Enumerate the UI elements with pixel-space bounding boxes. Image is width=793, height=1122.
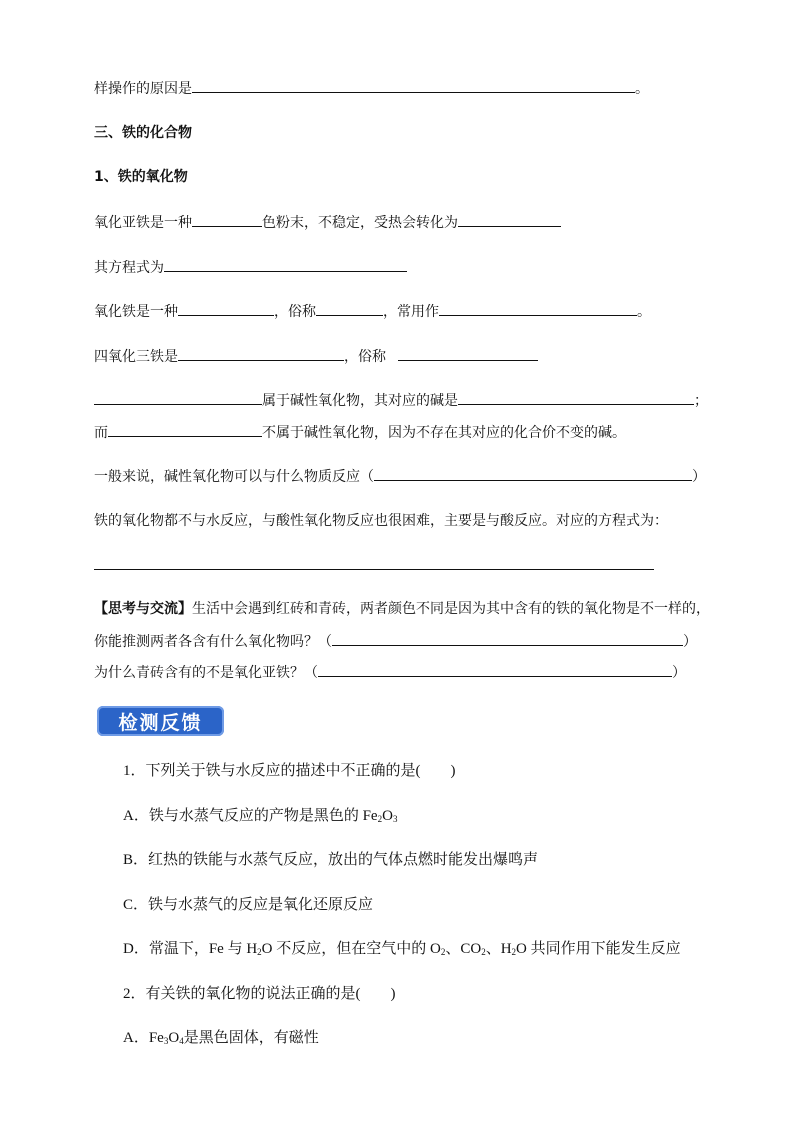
feo-text-a: 氧化亚铁是一种 [94,215,192,231]
fe2o3-text-b: ，俗称 [274,304,316,320]
basic-base-blank[interactable] [458,390,694,405]
basic-oxide-line [94,390,708,411]
think-line-3 [94,662,686,683]
fe3o4-desc-blank[interactable] [178,346,344,361]
think3-prefix: 为什么青砖含有的不是氧化亚铁？（ [94,665,318,681]
subsection-heading: 1、铁的氧化物 [94,169,188,185]
think2-prefix: 你能推测两者各含有什么氧化物吗？（ [94,634,332,650]
nonbasic-oxide-blank[interactable] [108,422,262,437]
general-prefix: 一般来说，碱性氧化物可以与什么物质反应（ [94,469,374,485]
nonbasic-oxide-line [94,422,626,443]
reason-blank[interactable] [192,78,635,93]
feo-equation-blank[interactable] [164,257,407,272]
fe2o3-line [94,301,651,322]
question-2: 2．有关铁的氧化物的说法正确的是( ) [123,986,396,1002]
fe2o3-name-blank[interactable] [316,301,383,316]
option-1b[interactable]: B．红热的铁能与水蒸气反应，放出的气体点燃时能发出爆鸣声 [123,852,539,868]
think3-suffix: ） [672,665,686,681]
acid-equation-blank[interactable] [94,569,654,570]
reason-prefix: 样操作的原因是 [94,81,192,97]
general-suffix: ） [692,469,706,485]
section-heading: 三、铁的化合物 [94,125,192,141]
feo-color-blank[interactable] [192,212,262,227]
fe3o4-text-a: 四氧化三铁是 [94,349,178,365]
option-2a[interactable]: A．$Fe_3O_4$是黑色固体，有磁性 [123,1030,319,1046]
option-1c[interactable]: C．铁与水蒸气的反应是氧化还原反应 [123,897,374,913]
question-1: 1．下列关于铁与水反应的描述中不正确的是( ) [123,763,456,779]
think2-suffix: ） [683,634,697,650]
think2-blank[interactable] [332,631,683,646]
basic-suffix: ； [694,393,708,409]
feo-line [94,212,561,233]
think-line-2 [94,631,697,652]
option-1d[interactable]: D．常温下，Fe 与 $H_2O$ 不反应，但在空气中的 $O_2$、$CO_2$、$H_2O$ 共同作用下能发生反应 [123,941,681,957]
fe2o3-text-a: 氧化铁是一种 [94,304,178,320]
feedback-badge: 检测反馈 [97,706,224,736]
feo-product-blank[interactable] [458,212,561,227]
option-1a[interactable]: A．铁与水蒸气反应的产物是黑色的 $Fe_2O_3$ [123,808,398,824]
fe2o3-desc-blank[interactable] [178,301,274,316]
feo-equation-line [94,257,407,278]
think-text: 生活中会遇到红砖和青砖，两者颜色不同是因为其中含有的铁的氧化物是不一样的， [192,601,710,617]
fe3o4-name-blank[interactable] [398,346,538,361]
think-label: 【思考与交流】 [94,601,192,617]
think-line-1 [94,599,710,619]
acid-reaction-line: 铁的氧化物都不与水反应，与酸性氧化物反应也很困难，主要是与酸反应。对应的方程式为： [94,513,668,529]
feo-text-b: 色粉末，不稳定，受热会转化为 [262,215,458,231]
nonbasic-prefix: 而 [94,425,108,441]
general-blank[interactable] [374,466,692,481]
basic-oxide-text: 属于碱性氧化物，其对应的碱是 [262,393,458,409]
basic-oxide-blank[interactable] [94,390,262,405]
fe3o4-text-b: ，俗称 [344,349,386,365]
nonbasic-text: 不属于碱性氧化物，因为不存在其对应的化合价不变的碱。 [262,425,626,441]
fe2o3-use-blank[interactable] [439,301,637,316]
think3-blank[interactable] [318,662,672,677]
general-line [94,466,706,487]
feo-eq-prefix: 其方程式为 [94,260,164,276]
fe2o3-text-c: ，常用作 [383,304,439,320]
reason-line [94,78,649,99]
fe2o3-suffix: 。 [637,304,651,320]
reason-suffix: 。 [635,81,649,97]
fe3o4-line [94,346,538,367]
